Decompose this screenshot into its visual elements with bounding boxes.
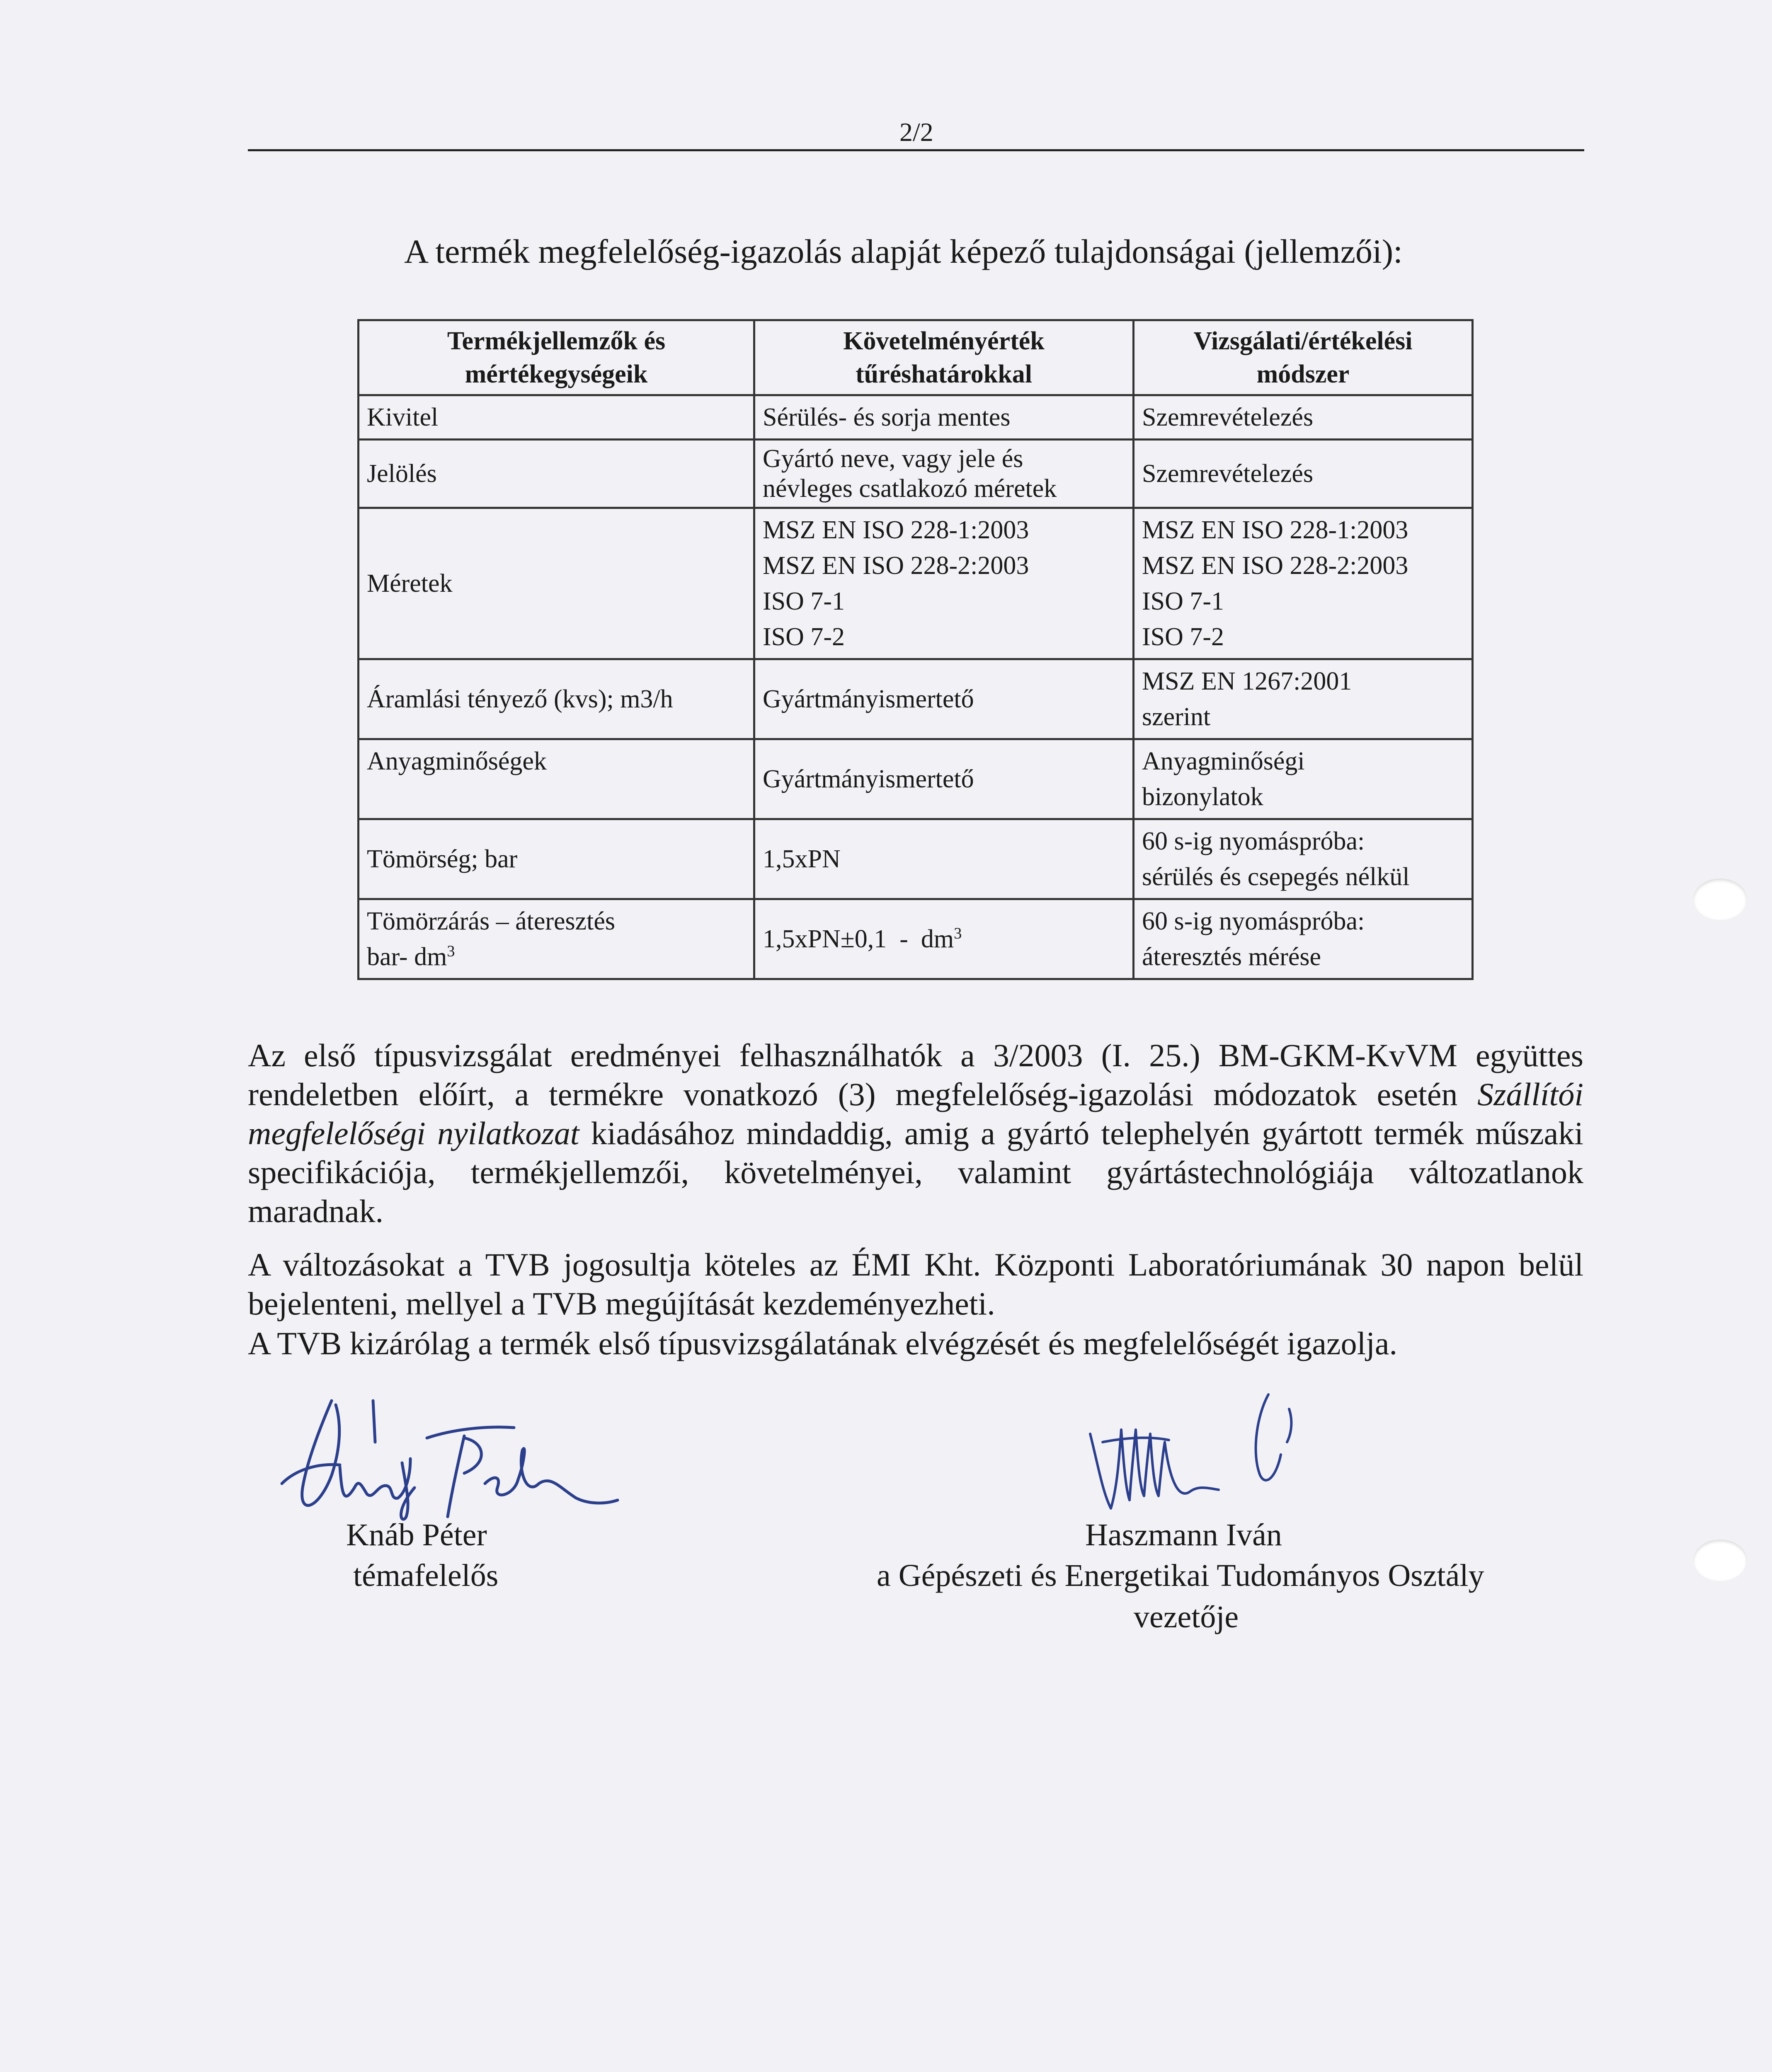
signer-role-2-line2: vezetője — [1134, 1600, 1239, 1634]
cell-line — [367, 939, 746, 975]
header-cell — [754, 320, 1134, 395]
cell-line: Tömörzárás – áteresztés — [367, 907, 616, 935]
cell-line — [763, 921, 1125, 957]
cell-line: áteresztés mérése — [1142, 943, 1321, 971]
table-cell — [359, 899, 754, 979]
punch-hole — [1693, 879, 1747, 920]
validity-paragraph — [248, 1036, 1583, 1231]
table-cell — [754, 395, 1134, 440]
table-cell — [1134, 440, 1473, 508]
cell-line: 60 s-ig nyomáspróba: — [1142, 907, 1365, 935]
cell-line: 1,5xPN — [763, 845, 841, 873]
table-cell — [359, 659, 754, 739]
cell-line: Kivitel — [367, 403, 439, 431]
intro-text: A termék megfelelőség-igazolás alapját képező tulajdonságai (jellemzői): — [404, 232, 1403, 270]
table-cell — [1134, 819, 1473, 899]
header-line: mértékegységeik — [465, 360, 648, 388]
table-row — [359, 899, 1473, 979]
table-cell — [754, 440, 1134, 508]
signer-name-1: Knáb Péter — [346, 1518, 487, 1552]
header-line: tűréshatárokkal — [855, 360, 1032, 388]
table-cell — [754, 819, 1134, 899]
unit-text: bar- dm — [367, 943, 447, 971]
cell-line: névleges csatlakozó méretek — [763, 474, 1057, 503]
cell-line: Gyártó neve, vagy jele és — [763, 445, 1023, 473]
table-cell — [754, 739, 1134, 819]
header-line: Követelményérték — [843, 327, 1045, 355]
table-cell — [1134, 739, 1473, 819]
cell-line: MSZ EN ISO 228-1:2003 — [763, 516, 1029, 544]
table-cell — [359, 395, 754, 440]
cell-line: Gyártmányismertető — [763, 685, 974, 713]
table-cell — [754, 899, 1134, 979]
cell-line: bizonylatok — [1142, 783, 1263, 811]
page-number: 2/2 — [899, 117, 933, 147]
cell-line: Jelölés — [367, 460, 437, 488]
table-cell — [359, 440, 754, 508]
signature-haszmann — [1082, 1384, 1318, 1521]
table-row — [359, 508, 1473, 659]
cell-line: Méretek — [367, 569, 453, 598]
signer-role-2: a Gépészeti és Energetikai Tudományos Osztály — [877, 1558, 1484, 1593]
table-row — [359, 819, 1473, 899]
cell-line: Anyagminőségi — [1142, 747, 1305, 775]
cell-line: Szemrevételezés — [1142, 460, 1314, 488]
cell-line: Gyártmányismertető — [763, 765, 974, 793]
table-row — [359, 739, 1473, 819]
table-row — [359, 659, 1473, 739]
table-cell — [359, 819, 754, 899]
header-line: Termékjellemzők és — [447, 327, 666, 355]
cell-line: Tömörség; bar — [367, 845, 518, 873]
paragraph-text: kiadásához mindaddig, amig a gyártó telephelyén gyártott termék műszaki specifikációja, termékjellemzői, követelményei, valamint gyártástechnológiája változatlanok maradnak. — [248, 1115, 1583, 1229]
header-rule — [248, 149, 1584, 151]
signer-role-1: témafelelős — [353, 1558, 499, 1593]
cell-line: ISO 7-1 — [763, 587, 845, 615]
cell-line: szerint — [1142, 703, 1211, 731]
superscript: 3 — [954, 925, 962, 942]
punch-hole — [1693, 1539, 1747, 1581]
cell-line: Sérülés- és sorja mentes — [763, 403, 1011, 431]
table-row — [359, 440, 1473, 508]
table-cell — [1134, 899, 1473, 979]
table-cell — [1134, 508, 1473, 659]
paragraph-text: Az első típusvizsgálat eredményei felhasználhatók a 3/2003 (I. 25.) BM-GKM-KvVM együttes rendeletben előírt, a termékre vonatkozó (3) megfelelőség-igazolási módozatok esetén — [248, 1037, 1583, 1112]
signer-name-2: Haszmann Iván — [1085, 1518, 1282, 1552]
italic-term: Szállítói megfelelőségi nyilatkozat — [248, 1076, 1583, 1151]
changes-paragraph: A változásokat a TVB jogosultja köteles az ÉMI Kht. Központi Laboratóriumának 30 napon belül bejelenteni, mellyel a TVB megújítását kezdeményezheti. — [248, 1247, 1583, 1322]
scope-paragraph: A TVB kizárólag a termék első típusvizsgálatának elvégzését és megfelelőségét igazolja. — [248, 1325, 1398, 1361]
cell-line: Szemrevételezés — [1142, 403, 1314, 431]
cell-line: ISO 7-2 — [763, 623, 845, 651]
cell-line: MSZ EN ISO 228-2:2003 — [763, 552, 1029, 580]
table-cell — [754, 659, 1134, 739]
header-line: Vizsgálati/értékelési — [1193, 327, 1413, 355]
cell-line: 60 s-ig nyomáspróba: — [1142, 827, 1365, 855]
cell-line: MSZ EN ISO 228-2:2003 — [1142, 552, 1408, 580]
table-header-row — [359, 320, 1473, 395]
cell-line: MSZ EN ISO 228-1:2003 — [1142, 516, 1408, 544]
header-cell — [1134, 320, 1473, 395]
table-row — [359, 395, 1473, 440]
table-cell — [1134, 659, 1473, 739]
properties-table — [357, 319, 1474, 980]
cell-line: Áramlási tényező (kvs); m3/h — [367, 685, 673, 713]
table-cell — [359, 739, 754, 819]
table-cell — [359, 508, 754, 659]
table-cell — [1134, 395, 1473, 440]
cell-line: ISO 7-1 — [1142, 587, 1224, 615]
superscript: 3 — [447, 942, 455, 960]
header-cell — [359, 320, 754, 395]
header-line: módszer — [1256, 360, 1350, 388]
cell-line: Anyagminőségek — [367, 747, 547, 775]
cell-line: ISO 7-2 — [1142, 623, 1224, 651]
table-cell — [754, 508, 1134, 659]
cell-line: MSZ EN 1267:2001 — [1142, 667, 1352, 695]
tolerance-text: 1,5xPN±0,1 - dm — [763, 925, 954, 953]
cell-line: sérülés és csepegés nélkül — [1142, 863, 1410, 891]
